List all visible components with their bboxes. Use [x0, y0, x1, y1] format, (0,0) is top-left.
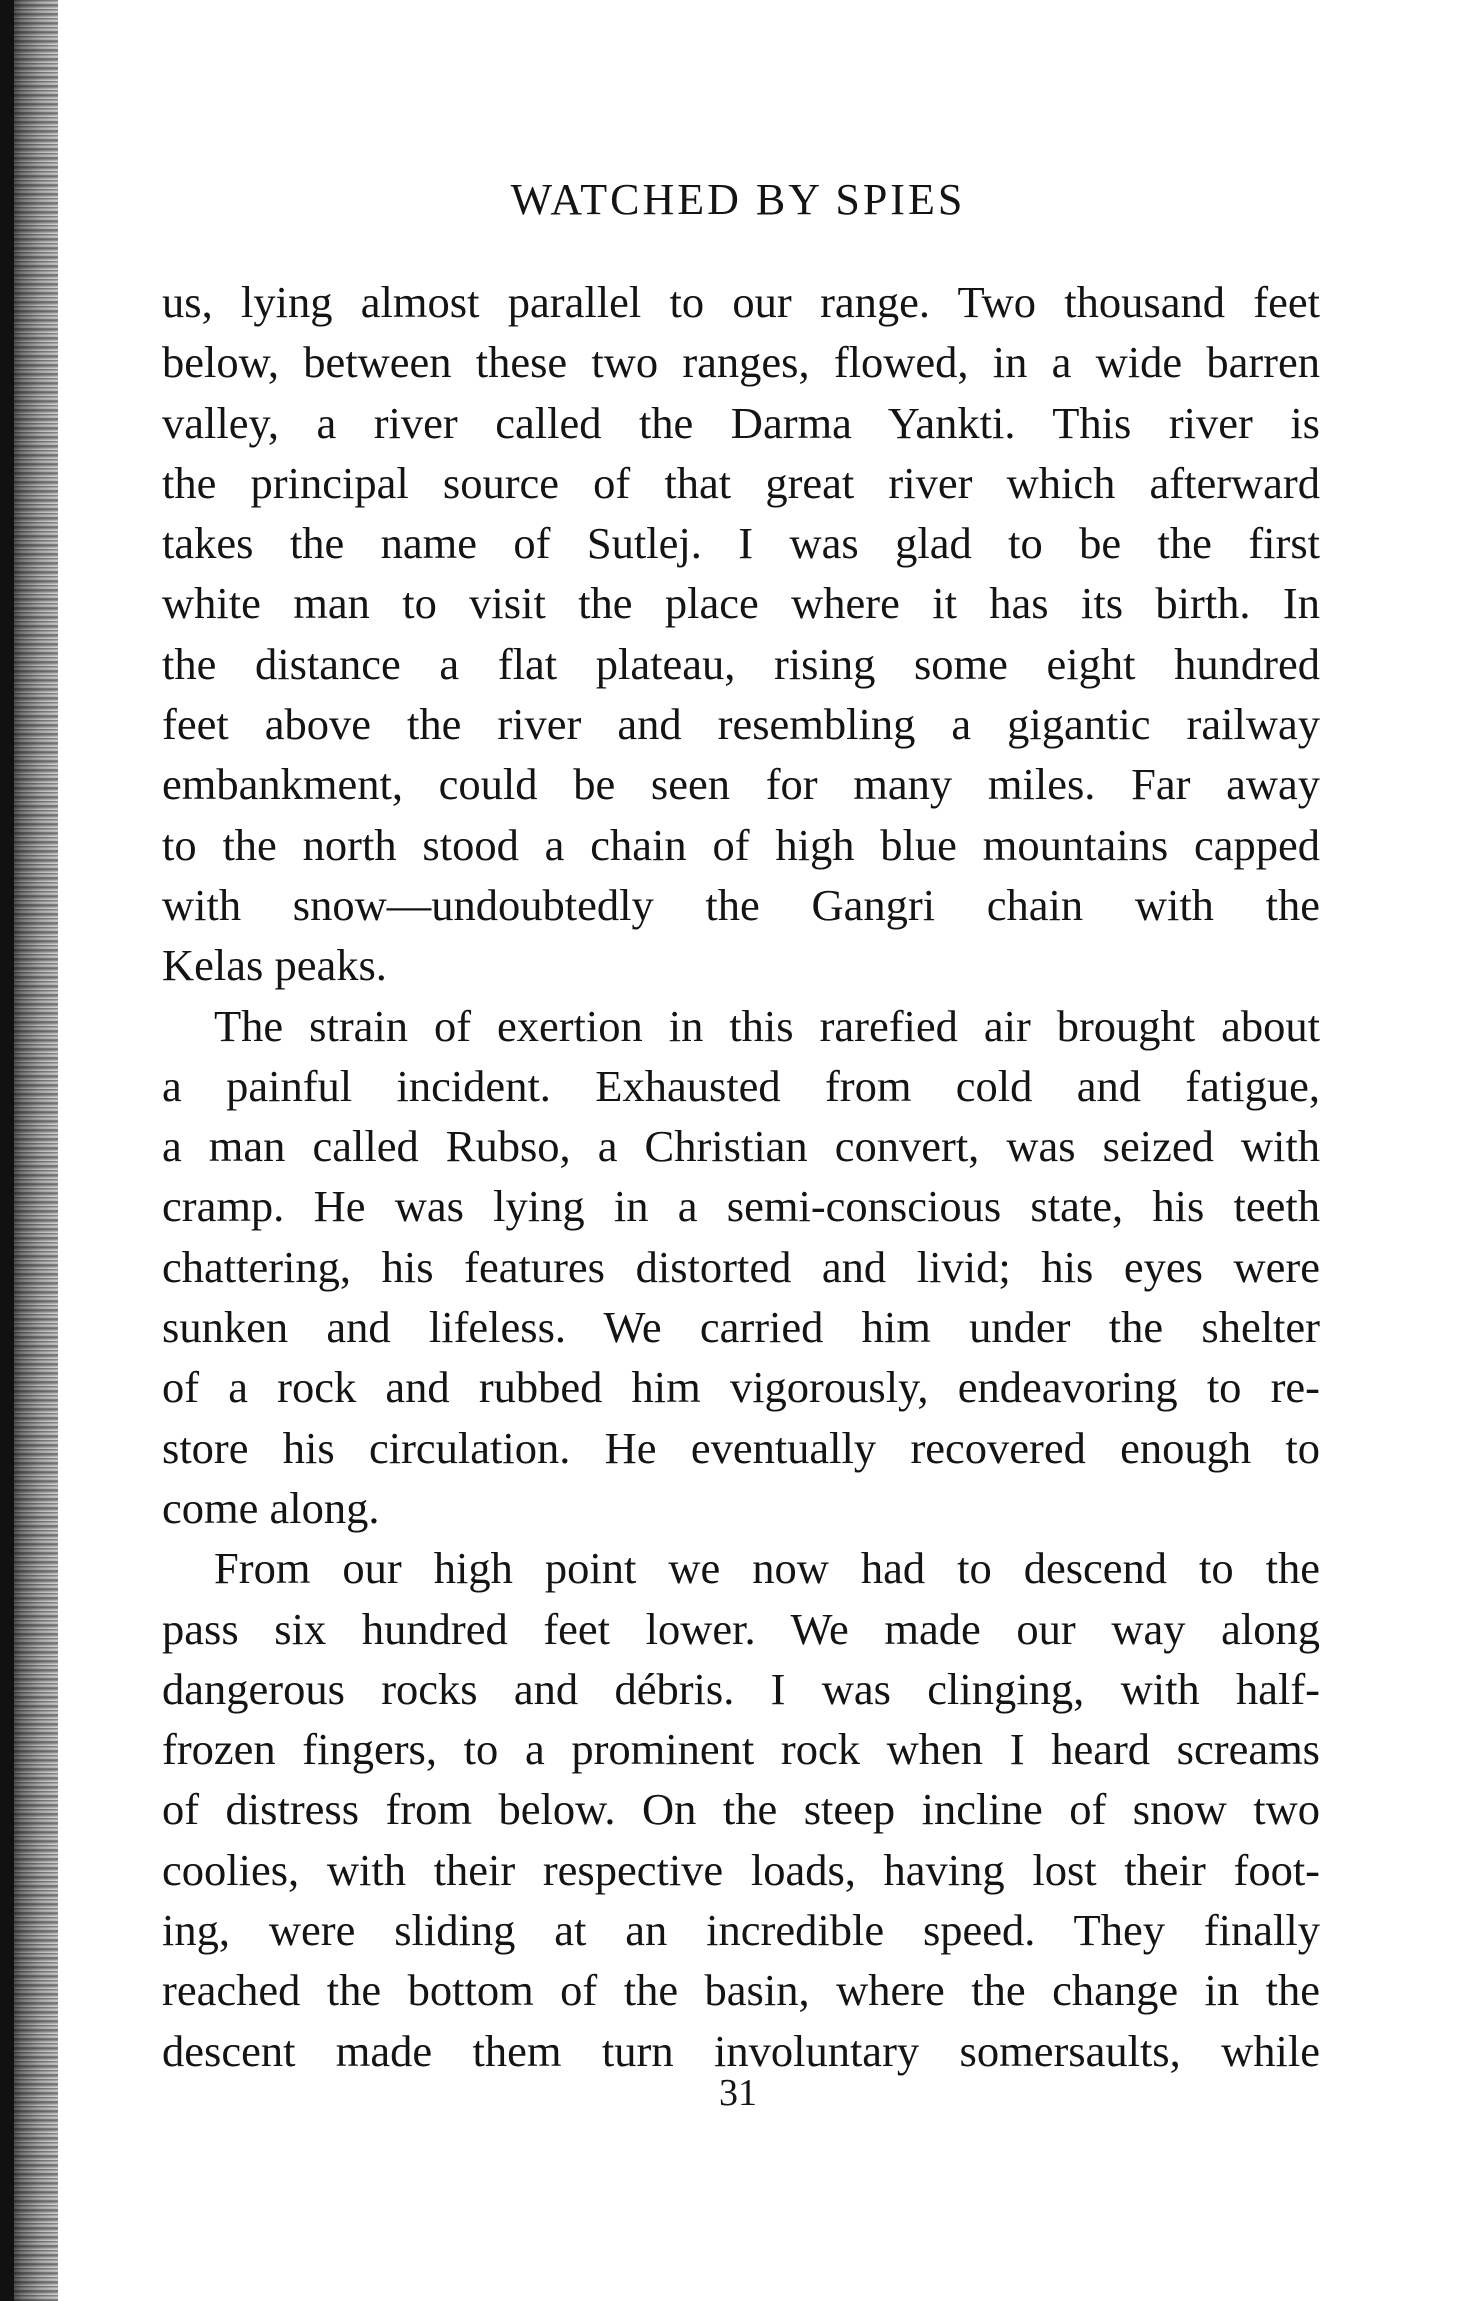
text-line: of a rock and rubbed him vigorously, endeavoring to re-: [162, 1362, 1320, 1413]
paragraph: [162, 272, 1320, 996]
page-number: 31: [719, 2072, 757, 2114]
paragraph: [162, 1538, 1320, 2081]
text-line: a painful incident. Exhausted from cold and fatigue,: [162, 1060, 1320, 1111]
text-line: embankment, could be seen for many miles. Far away: [162, 759, 1320, 810]
text-line: white man to visit the place where it has its birth. In: [162, 578, 1320, 629]
text-line: cramp. He was lying in a semi-conscious state, his teeth: [162, 1181, 1320, 1232]
text-line: the principal source of that great river which afterward: [162, 457, 1320, 508]
text-line: The strain of exertion in this rarefied air brought about: [214, 1000, 1320, 1051]
text-line: come along.: [162, 1482, 380, 1533]
text-line: valley, a river called the Darma Yankti. This river is: [162, 397, 1320, 448]
text-line: with snow—undoubtedly the Gangri chain with the: [162, 879, 1320, 930]
text-line: frozen fingers, to a prominent rock when I heard screams: [162, 1724, 1320, 1775]
text-line: dangerous rocks and débris. I was clinging, with half-: [162, 1663, 1320, 1714]
text-line: us, lying almost parallel to our range. Two thousand feet: [162, 277, 1320, 327]
text-line: the distance a flat plateau, rising some eight hundred: [162, 638, 1320, 689]
body-text: [162, 272, 1320, 2081]
text-line: a man called Rubso, a Christian convert, was seized with: [162, 1121, 1320, 1172]
text-line: Kelas peaks.: [162, 940, 387, 991]
page-binding-shadow: [0, 0, 14, 2301]
text-line: From our high point we now had to descend to the: [214, 1543, 1320, 1594]
text-line: coolies, with their respective loads, having lost their foot-: [162, 1844, 1320, 1895]
text-line: of distress from below. On the steep incline of snow two: [162, 1784, 1320, 1835]
text-line: chattering, his features distorted and livid; his eyes were: [162, 1241, 1320, 1292]
text-line: below, between these two ranges, flowed, in a wide barren: [162, 337, 1320, 388]
text-line: descent made them turn involuntary somersaults, while: [162, 2025, 1320, 2076]
text-line: ing, were sliding at an incredible speed. They finally: [162, 1905, 1320, 1956]
text-line: takes the name of Sutlej. I was glad to be the first: [162, 518, 1320, 569]
text-line: pass six hundred feet lower. We made our way along: [162, 1603, 1320, 1654]
running-head: WATCHED BY SPIES: [510, 175, 966, 224]
text-line: sunken and lifeless. We carried him under the shelter: [162, 1302, 1320, 1353]
text-line: store his circulation. He eventually recovered enough to: [162, 1422, 1320, 1473]
text-line: to the north stood a chain of high blue mountains capped: [162, 819, 1320, 870]
text-line: feet above the river and resembling a gigantic railway: [162, 699, 1320, 750]
text-line: reached the bottom of the basin, where the change in the: [162, 1965, 1320, 2016]
paragraph: [162, 996, 1320, 1539]
